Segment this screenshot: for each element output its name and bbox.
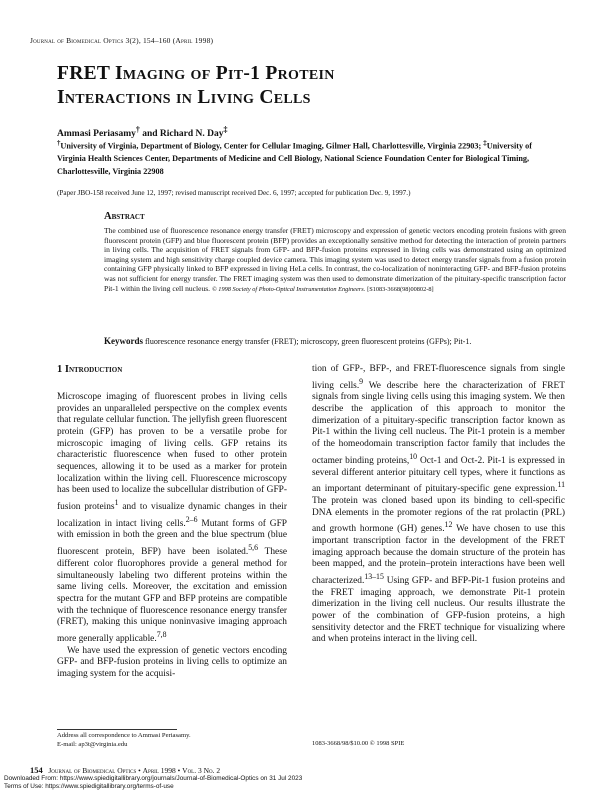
abstract-heading: Abstract [104, 211, 145, 222]
footer-date: April 1998 [142, 766, 176, 775]
section-heading-introduction: 1 Introduction [57, 364, 123, 375]
paper-title [57, 62, 335, 110]
correspondence-footnote [57, 731, 191, 749]
ref-7-8[interactable]: 7,8 [156, 629, 167, 639]
affiliation-2: University of Virginia Health Sciences Center, Departments of Medicine and Cell Biology, National Science Foundation Center for Biological Timing, Charlottesville, Virginia 22908 [57, 141, 532, 176]
author-2-mark: ‡ [223, 125, 228, 134]
affiliations [57, 138, 557, 178]
title-line-1: FRET Imaging of Pit-1 Protein [57, 63, 335, 84]
ref-2-6[interactable]: 2–6 [185, 514, 198, 524]
left-column [57, 392, 287, 681]
affiliation-2-mark: ‡ [483, 140, 487, 147]
abstract-copyright: © 1998 Society of Photo-Optical Instrumentation Engineers. [211, 285, 366, 293]
footnote-email[interactable]: E-mail: ap3t@virginia.edu [57, 741, 128, 748]
author-1-mark: † [135, 125, 140, 134]
intro-paragraph-2: We have used the expression of genetic vectors encoding GFP- and BFP-fusion proteins in living cells to optimize an imaging system for the acquisi- [57, 645, 287, 679]
footnote-divider [57, 729, 177, 730]
ref-13-15[interactable]: 13–15 [364, 572, 384, 581]
right-column [312, 364, 565, 646]
author-2: Richard N. Day [159, 129, 224, 140]
ref-11[interactable]: 11 [557, 480, 565, 490]
affiliation-1-mark: † [57, 140, 61, 147]
page-footer [30, 765, 220, 775]
intro-paragraph-2-cont: tion of GFP-, BFP-, and FRET-fluorescence signals from single living cells.$^9$ We describe here the characterization of FRET signals from single living cells using this imaging system. We then describe the application of this approach to monitor the dimerization of a pituitary-specific transcription factor known as Pit-1 within the living cell nucleus. The Pit-1 protein is a member of the homeodomain transcription factor family that includes the octamer binding proteins,$^{10}$ Oct-1 and Oct-2. Pit-1 is expressed in several different anterior pituitary cell types, where it functions as an important determinant of pituitary-specific gene expression.$^{11}$ The protein was cloned based upon its binding to cell-specific DNA elements in the promoter regions of the rat prolactin (PRL) and growth hormone (GH) genes.$^{12}$ We have chosen to use this important transcription factor in the development of the FRET imaging approach because the domain structure of the protein has been mapped, and the protein–protein interactions have been well characterized.$^{13-15}$ Using GFP- and BFP-Pit-1 fusion proteins and the FRET imaging approach, we demonstrate Pit-1 protein dimerization in the living cell nucleus. Our results illustrate the power of the combination of GFP-fusion proteins, a high sensitivity detector and the FRET technique for visualizing where and when proteins interact in the living cell. [312, 364, 565, 645]
keywords [104, 336, 566, 347]
keywords-label: Keywords [104, 336, 143, 346]
author-1: Ammasi Periasamy [57, 129, 136, 140]
ref-12[interactable]: 12 [444, 520, 453, 530]
title-line-2: Interactions in Living Cells [57, 87, 311, 108]
ref-10[interactable]: 10 [409, 451, 418, 461]
footer-bullet-2: • [177, 766, 181, 775]
ref-9[interactable]: 9 [359, 376, 364, 386]
abstract-doi: [S1083-3668(98)00802-8] [367, 285, 434, 293]
ref-1[interactable]: 1 [114, 497, 119, 507]
abstract-body [104, 226, 566, 294]
abstract-text: The combined use of fluorescence resonance energy transfer (FRET) microscopy and expression of genetic vectors encoding protein fusions with green fluorescent protein (GFP) and blue fluorescent protein (BFP) provides an exceptionally sensitive method for detecting the interaction of protein partners in living cells. The acquisition of FRET signals from GFP- and BFP-fusion proteins expressed in living cells was demonstrated using an optimized imaging system and high sensitivity charge coupled device camera. This imaging system was used to detect energy transfer signals from a fusion protein containing GFP physically linked to BFP expressed in living HeLa cells. In contrast, the co-localization of noninteracting GFP- and BFP-fusion proteins was not sufficient for energy transfer. The FRET imaging system was then used to demonstrate dimerization of the pituitary-specific transcription factor Pit-1 within the living cell nucleus. [104, 226, 566, 293]
author-conjunction: and [142, 129, 158, 140]
keywords-text: fluorescence resonance energy transfer (FRET); microscopy, green fluorescent proteins (GFPs); Pit-1. [145, 337, 472, 346]
download-line[interactable]: Downloaded From: https://www.spiedigitallibrary.org/journals/Journal-of-Biomedical-Optics on 31 Jul 2023 [4, 775, 303, 782]
ref-5-6[interactable]: 5,6 [248, 543, 258, 553]
affiliation-1: University of Virginia, Department of Biology, Center for Cellular Imaging, Gilmer Hall, Charlottesville, Virginia 22903; [60, 141, 484, 151]
download-notice [4, 775, 302, 790]
journal-running-header: Journal of Biomedical Optics 3(2), 154–160 (April 1998) [30, 36, 214, 45]
issn-copyright: 1083-3668/98/$10.00 © 1998 SPIE [312, 740, 405, 747]
footnote-address: Address all correspondence to Ammasi Periasamy. [57, 732, 191, 739]
page-number: 154 [30, 765, 43, 775]
footer-volume: Vol. 3 No. 2 [182, 766, 221, 775]
terms-line[interactable]: Terms of Use: https://www.spiedigitallibrary.org/terms-of-use [4, 782, 174, 790]
footer-bullet-1: • [138, 766, 141, 775]
intro-paragraph-1: Microscope imaging of fluorescent probes in living cells provides an unparalleled perspective on the complex events that regulate cellular function. The jellyfish green fluorescent protein (GFP) has proven to be a versatile probe for microscopic imaging of living cells. GFP retains its characteristic fluorescence when fused to other protein sequences, allowing it to be used as a marker for protein localization within the living cell. Fluorescence microscopy has been used to localize the subcellular distribution of GFP-fusion proteins$^1$ and to visualize dynamic changes in their localization in intact living cells.$^{2-6}$ Mutant forms of GFP with emission in both the green and the blue spectrum (blue fluorescent protein, BFP) have been isolated.$^{5,6}$ These different color fluorophores provide a general method for simultaneously labeling two different proteins within the same living cells. Moreover, the excitation and emission spectra for the mutant GFP and BFP proteins are compatible with the technique of fluorescence resonance energy transfer (FRET), making this unique noninvasive imaging approach more generally applicable.$^{7,8}$ [57, 392, 288, 644]
footer-journal: Journal of Biomedical Optics [48, 766, 137, 775]
paper-history: (Paper JBO-158 received June 12, 1997; revised manuscript received Dec. 6, 1997; accepted for publication Dec. 9, 1997.) [57, 189, 411, 197]
